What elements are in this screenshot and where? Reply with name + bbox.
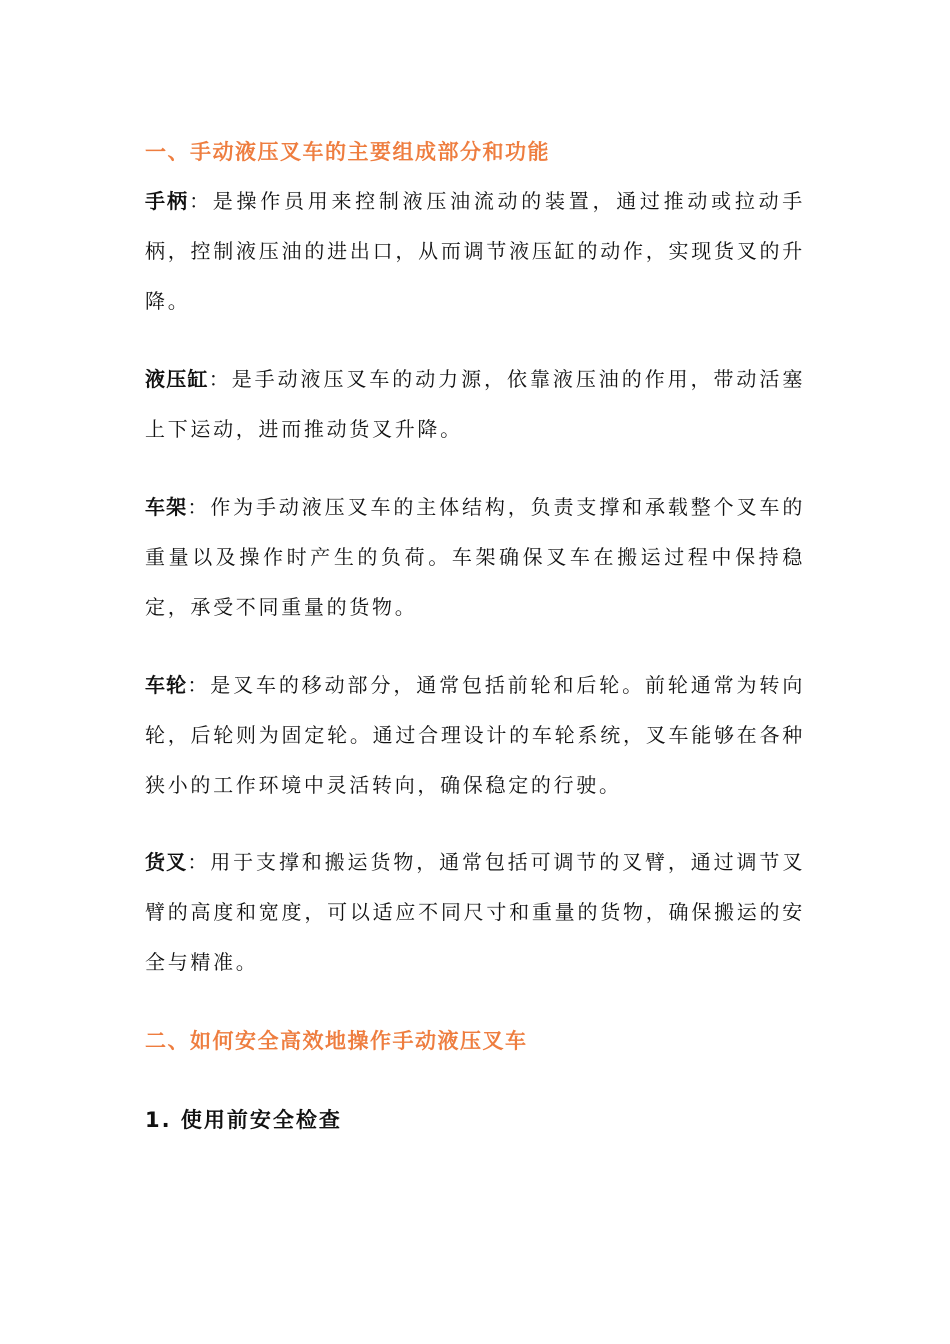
desc-handle: 是操作员用来控制液压油流动的装置，通过推动或拉动手柄，控制液压油的进出口，从而调节液压缸的动作，实现货叉的升降。 bbox=[145, 189, 806, 313]
separator: ： bbox=[187, 673, 211, 697]
desc-wheels: 是叉车的移动部分，通常包括前轮和后轮。前轮通常为转向轮，后轮则为固定轮。通过合理设计的车轮系统，叉车能够在各种狭小的工作环境中灵活转向，确保稳定的行驶。 bbox=[145, 673, 806, 797]
desc-forks: 用于支撑和搬运货物，通常包括可调节的叉臂，通过调节叉臂的高度和宽度，可以适应不同尺寸和重量的货物，确保搬运的安全与精准。 bbox=[145, 850, 806, 974]
section-2-heading: 二、如何安全高效地操作手动液压叉车 bbox=[145, 1029, 528, 1053]
separator: ： bbox=[187, 495, 211, 519]
term-hydraulic-cylinder: 液压缸 bbox=[145, 367, 209, 391]
paragraph-handle bbox=[145, 176, 805, 326]
term-handle: 手柄 bbox=[145, 189, 190, 213]
paragraph-hydraulic-cylinder bbox=[145, 354, 805, 454]
term-forks: 货叉 bbox=[145, 850, 188, 874]
separator: ： bbox=[187, 850, 211, 874]
paragraph-wheels bbox=[145, 660, 805, 810]
desc-hydraulic-cylinder: 是手动液压叉车的动力源，依靠液压油的作用，带动活塞上下运动，进而推动货叉升降。 bbox=[145, 367, 806, 441]
term-wheels: 车轮 bbox=[145, 673, 188, 697]
separator: ： bbox=[189, 189, 213, 213]
paragraph-frame bbox=[145, 482, 805, 632]
subsection-heading: 1. 使用前安全检查 bbox=[145, 1108, 342, 1132]
term-frame: 车架 bbox=[145, 495, 188, 519]
paragraph-forks bbox=[145, 837, 805, 987]
separator: ： bbox=[208, 367, 232, 391]
desc-frame: 作为手动液压叉车的主体结构，负责支撑和承载整个叉车的重量以及操作时产生的负荷。车架确保叉车在搬运过程中保持稳定，承受不同重量的货物。 bbox=[145, 495, 806, 619]
section-1-heading: 一、手动液压叉车的主要组成部分和功能 bbox=[145, 140, 550, 164]
